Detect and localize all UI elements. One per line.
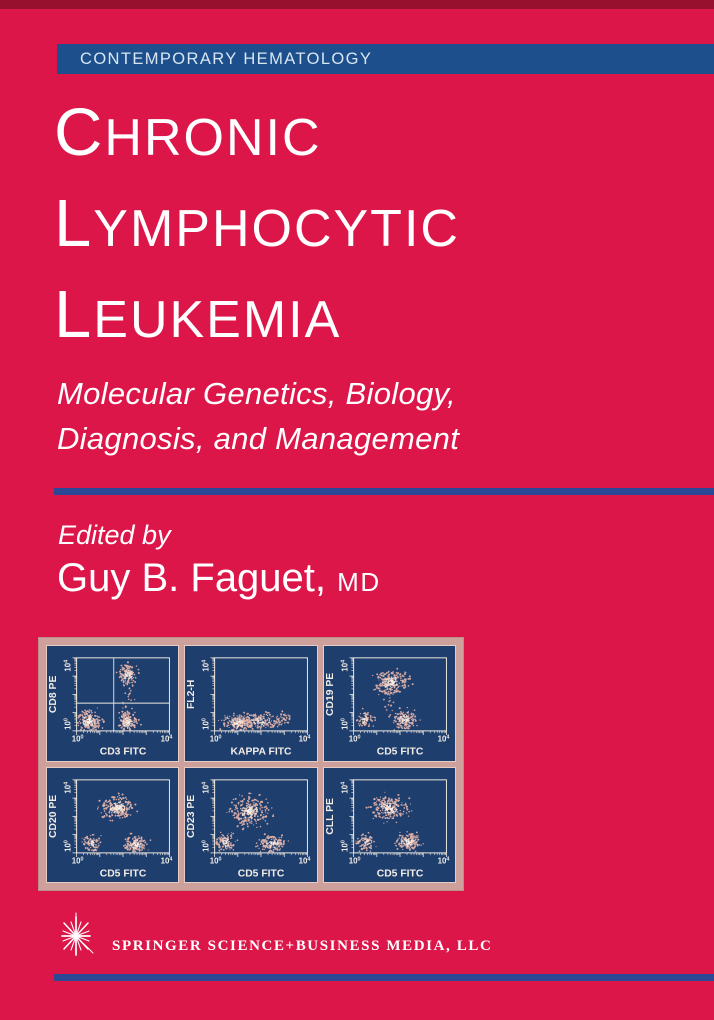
svg-text:100: $10^0$	[348, 856, 361, 866]
svg-text:104: $10^4$	[340, 781, 350, 794]
editor-name-text: Guy B. Faguet,	[57, 556, 327, 600]
series-title: CONTEMPORARY HEMATOLOGY	[80, 49, 373, 68]
svg-text:CD19 PE: CD19 PE	[324, 672, 336, 716]
top-edge-shade	[0, 0, 714, 9]
svg-text:CD8 PE: CD8 PE	[47, 675, 59, 714]
svg-text:100: $10^0$	[210, 734, 222, 744]
svg-text:104: $10^4$	[160, 856, 173, 866]
svg-text:104: $10^4$	[437, 856, 450, 866]
flow-cytometry-figure	[38, 637, 464, 891]
title-line-1: CHRONIC	[54, 95, 322, 170]
series-band	[57, 44, 714, 74]
svg-text:CD5 FITC: CD5 FITC	[99, 868, 147, 880]
svg-text:104: $10^4$	[160, 734, 173, 744]
publisher-block	[52, 910, 492, 962]
publisher-name: SPRINGER SCIENCE+BUSINESS MEDIA, LLC	[112, 937, 493, 954]
edited-by-label: Edited by	[58, 520, 171, 550]
svg-text:104: $10^4$	[201, 659, 212, 672]
flow-cytometry-panel-cd20-cd5	[46, 767, 179, 884]
svg-text:104: $10^4$	[63, 781, 73, 794]
book-title	[54, 90, 460, 363]
divider-rule-top	[54, 488, 714, 495]
svg-text:104: $10^4$	[437, 734, 450, 744]
svg-text:CD23 PE: CD23 PE	[186, 794, 198, 838]
svg-text:CD5 FITC: CD5 FITC	[376, 868, 424, 880]
starburst-logo-icon	[52, 910, 100, 962]
svg-text:FL2-H: FL2-H	[186, 679, 198, 710]
svg-text:104: $10^4$	[63, 659, 73, 672]
svg-text:100: $10^0$	[71, 856, 84, 866]
flow-cytometry-panel-cd8-cd3	[46, 645, 179, 762]
flow-cytometry-panel-cd19-cd5	[323, 645, 456, 762]
editor-name	[57, 556, 381, 601]
svg-text:100: $10^0$	[210, 856, 222, 866]
svg-text:CD5 FITC: CD5 FITC	[238, 868, 285, 880]
svg-text:100: $10^0$	[63, 839, 73, 852]
title-line-2: LYMPHOCYTIC	[54, 186, 460, 261]
svg-text:100: $10^0$	[340, 718, 350, 730]
flow-cytometry-panel-fl2-kappa	[184, 645, 317, 762]
svg-text:KAPPA FITC: KAPPA FITC	[230, 746, 292, 758]
svg-text:100: $10^0$	[340, 839, 350, 852]
svg-text:104: $10^4$	[340, 659, 350, 672]
subtitle-line-1: Molecular Genetics, Biology,	[57, 376, 456, 411]
title-line-3: LEUKEMIA	[54, 277, 342, 352]
svg-text:100: $10^0$	[348, 734, 361, 744]
svg-text:100: $10^0$	[63, 718, 73, 730]
svg-text:104: $10^4$	[298, 856, 311, 866]
svg-text:100: $10^0$	[71, 734, 84, 744]
flow-cytometry-panel-cll-cd5	[323, 767, 456, 884]
svg-text:100: $10^0$	[201, 839, 212, 852]
svg-text:CD20 PE: CD20 PE	[47, 794, 59, 838]
divider-rule-bottom	[54, 974, 714, 981]
book-subtitle	[57, 371, 459, 461]
svg-text:104: $10^4$	[298, 734, 311, 744]
editor-degree: MD	[337, 567, 381, 597]
svg-text:104: $10^4$	[201, 781, 212, 794]
subtitle-line-2: Diagnosis, and Management	[57, 421, 460, 456]
svg-text:100: $10^0$	[201, 718, 212, 730]
flow-cytometry-panel-cd23-cd5	[184, 767, 317, 884]
svg-text:CD3 FITC: CD3 FITC	[99, 746, 147, 758]
svg-text:CLL PE: CLL PE	[324, 797, 336, 835]
svg-text:CD5 FITC: CD5 FITC	[376, 746, 424, 758]
